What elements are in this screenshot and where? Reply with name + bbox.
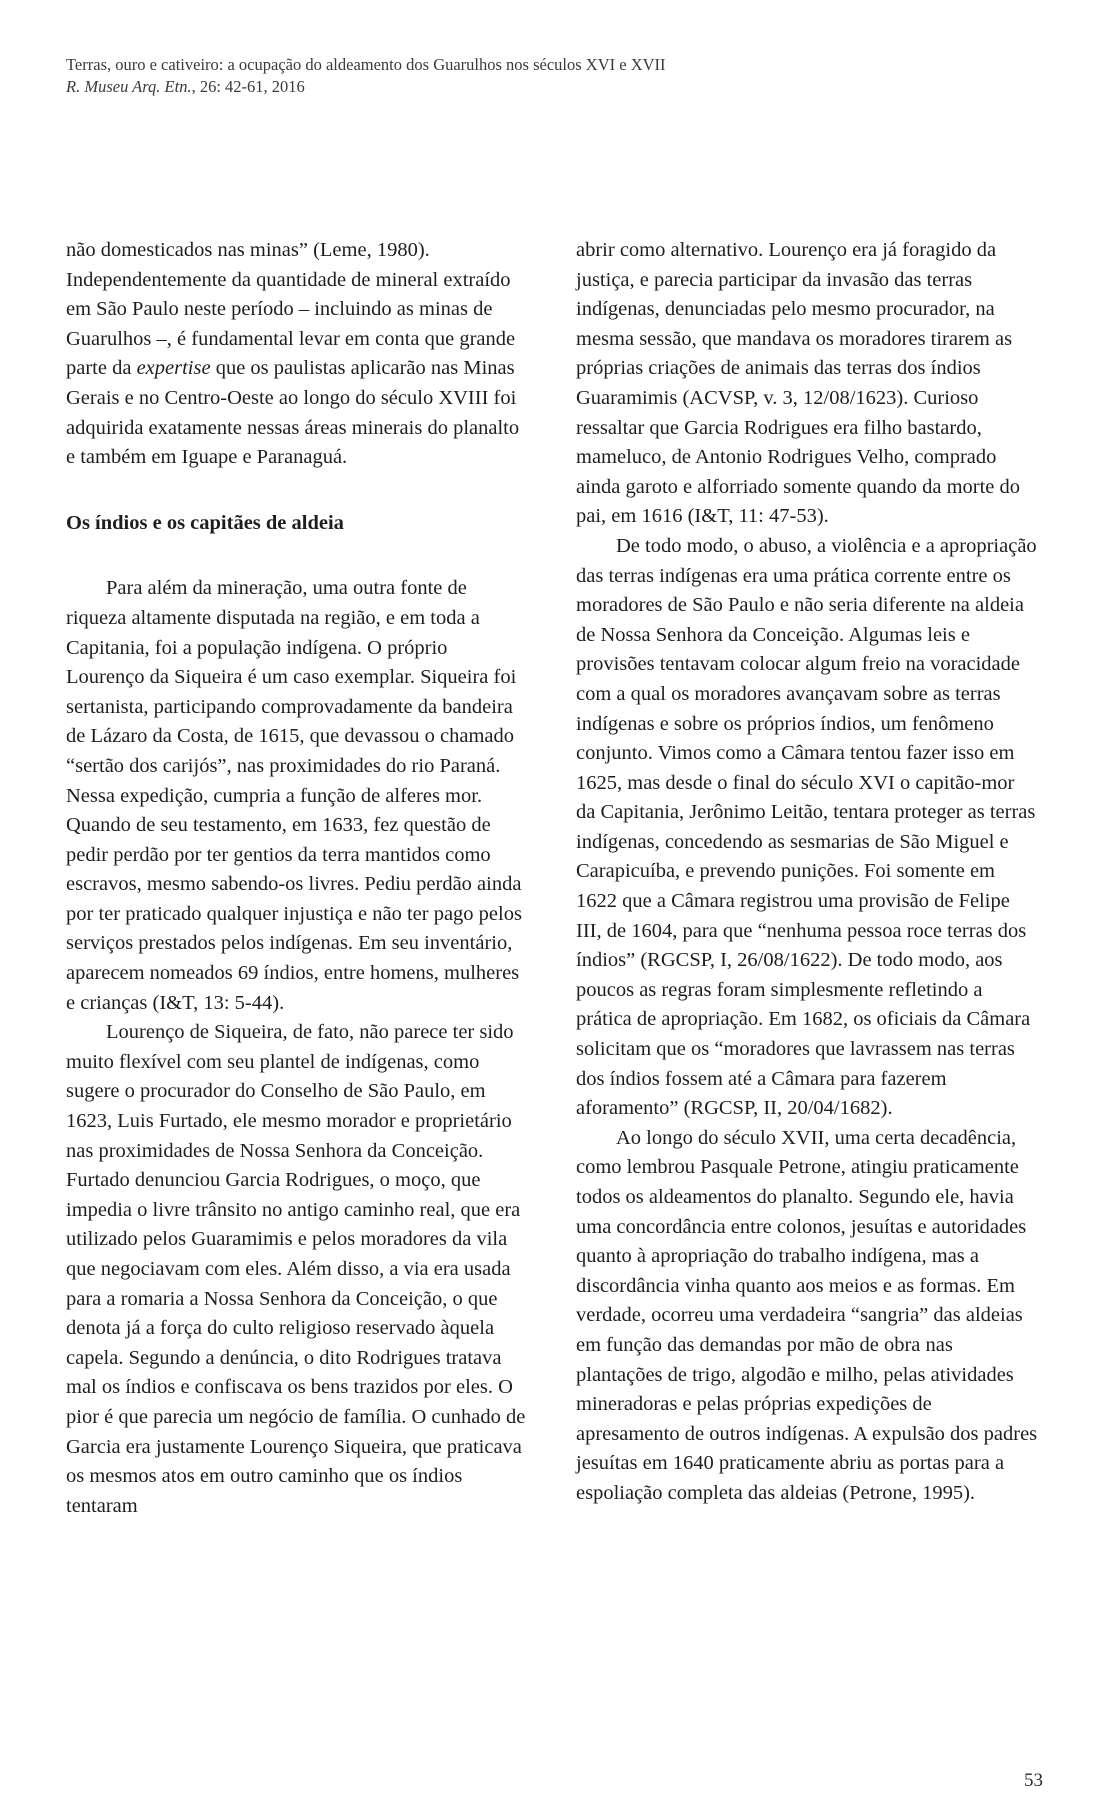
section-heading: Os índios e os capitães de aldeia bbox=[66, 511, 344, 534]
paragraph bbox=[66, 236, 528, 473]
running-header bbox=[66, 54, 966, 98]
paragraph: abrir como alternativo. Lourenço era já foragido da justiça, e parecia participar da invasão das terras indígenas, denunciadas pelo mesmo procurador, na mesma sessão, que mandava os moradores tirarem as próprias criações de animais das terras dos índios Guaramimis (ACVSP, v. 3, 12/08/1623). Curioso ressaltar que Garcia Rodrigues era filho bastardo, mameluco, de Antonio Rodrigues Velho, comprado ainda garoto e alforriado somente quando da morte do pai, em 1616 (I&T, 11: 47-53). bbox=[576, 239, 1021, 528]
journal-citation bbox=[66, 76, 966, 98]
paragraph-text: que os paulistas aplicarão nas Minas Gerais e no Centro-Oeste ao longo do século XVIII foi adquirida exatamente nessas áreas minerais do planalto e também em Iguape e Paranaguá. bbox=[66, 357, 520, 469]
emphasis-text: expertise bbox=[136, 357, 211, 380]
paragraph: Ao longo do século XVII, uma certa decadência, como lembrou Pasquale Petrone, atingiu praticamente todos os aldeamentos do planalto. Segundo ele, havia uma concordância entre colonos, jesuítas e autoridades quanto à apropriação do trabalho indígena, mas a discordância vinha quanto aos meios e as formas. Em verdade, ocorreu uma verdadeira “sangria” das aldeias em função das demandas por mão de obra nas plantações de trigo, algodão e milho, pelas atividades mineradoras e pelas próprias expedições de apresamento de outros indígenas. A expulsão dos padres jesuítas em 1640 praticamente abriu as portas para a espoliação completa das aldeias (Petrone, 1995). bbox=[576, 1126, 1038, 1504]
paragraph-text: não domesticados nas minas” (Leme, 1980). Independentemente da quantidade de mineral extraído em São Paulo neste período – incluindo as minas de Guarulhos –, é fundamental levar em conta que grande parte da bbox=[66, 239, 516, 380]
left-column bbox=[66, 236, 528, 1521]
paragraph: Lourenço de Siqueira, de fato, não parece ter sido muito flexível com seu plantel de indígenas, como sugere o procurador do Conselho de São Paulo, em 1623, Luis Furtado, ele mesmo morador e proprietário nas proximidades de Nossa Senhora da Conceição. Furtado denunciou Garcia Rodrigues, o moço, que impedia o livre trânsito no antigo caminho real, que era utilizado pelos Guaramimis e pelos moradores da vila que negociavam com eles. Além disso, a via era usada para a romaria a Nossa Senhora da Conceição, o que denota já a força do culto religioso reservado àquela capela. Segundo a denúncia, o dito Rodrigues tratava mal os índios e confiscava os bens trazidos por eles. O pior é que parecia um negócio de família. O cunhado de Garcia era justamente Lourenço Siqueira, que praticava os mesmos atos em outro caminho que os índios tentaram bbox=[66, 1021, 526, 1517]
right-column bbox=[576, 236, 1038, 1509]
page-number: 53 bbox=[1024, 1770, 1043, 1791]
paragraph: Para além da mineração, uma outra fonte de riqueza altamente disputada na região, e em toda a Capitania, foi a população indígena. O próprio Lourenço da Siqueira é um caso exemplar. Siqueira foi sertanista, participando comprovadamente da bandeira de Lázaro da Costa, de 1615, que devassou o chamado “sertão dos carijós”, nas proximidades do rio Paraná. Nessa expedição, cumpria a função de alferes mor. Quando de seu testamento, em 1633, fez questão de pedir perdão por ter gentios da terra mantidos como escravos, mesmo sabendo-os livres. Pediu perdão ainda por ter praticado qualquer injustiça e não ter pago pelos serviços prestados pelos indígenas. Em seu inventário, aparecem nomeados 69 índios, entre homens, mulheres e crianças (I&T, 13: 5-44). bbox=[66, 577, 522, 1014]
journal-name: R. Museu Arq. Etn. bbox=[66, 77, 192, 96]
journal-volume: , 26: 42-61, 2016 bbox=[191, 77, 305, 96]
article-title: Terras, ouro e cativeiro: a ocupação do aldeamento dos Guarulhos nos séculos XVI e XVII bbox=[66, 55, 666, 74]
paragraph: De todo modo, o abuso, a violência e a apropriação das terras indígenas era uma prática corrente entre os moradores de São Paulo e não seria diferente na aldeia de Nossa Senhora da Conceição. Algumas leis e provisões tentavam colocar algum freio na voracidade com a qual os moradores avançavam sobre as terras indígenas e sobre os próprios índios, um fenômeno conjunto. Vimos como a Câmara tentou fazer isso em 1625, mas desde o final do século XVI o capitão-mor da Capitania, Jerônimo Leitão, tentara proteger as terras indígenas, concedendo as sesmarias de São Miguel e Carapicuíba, e prevendo punições. Foi somente em 1622 que a Câmara registrou uma provisão de Felipe III, de 1604, para que “nenhuma pessoa roce terras dos índios” (RGCSP, I, 26/08/1622). De todo modo, aos poucos as regras foram simplesmente refletindo a prática de apropriação. Em 1682, os oficiais da Câmara solicitam que os “moradores que lavrassem nas terras dos índios fossem até a Câmara para fazerem aforamento” (RGCSP, II, 20/04/1682). bbox=[576, 534, 1037, 1120]
